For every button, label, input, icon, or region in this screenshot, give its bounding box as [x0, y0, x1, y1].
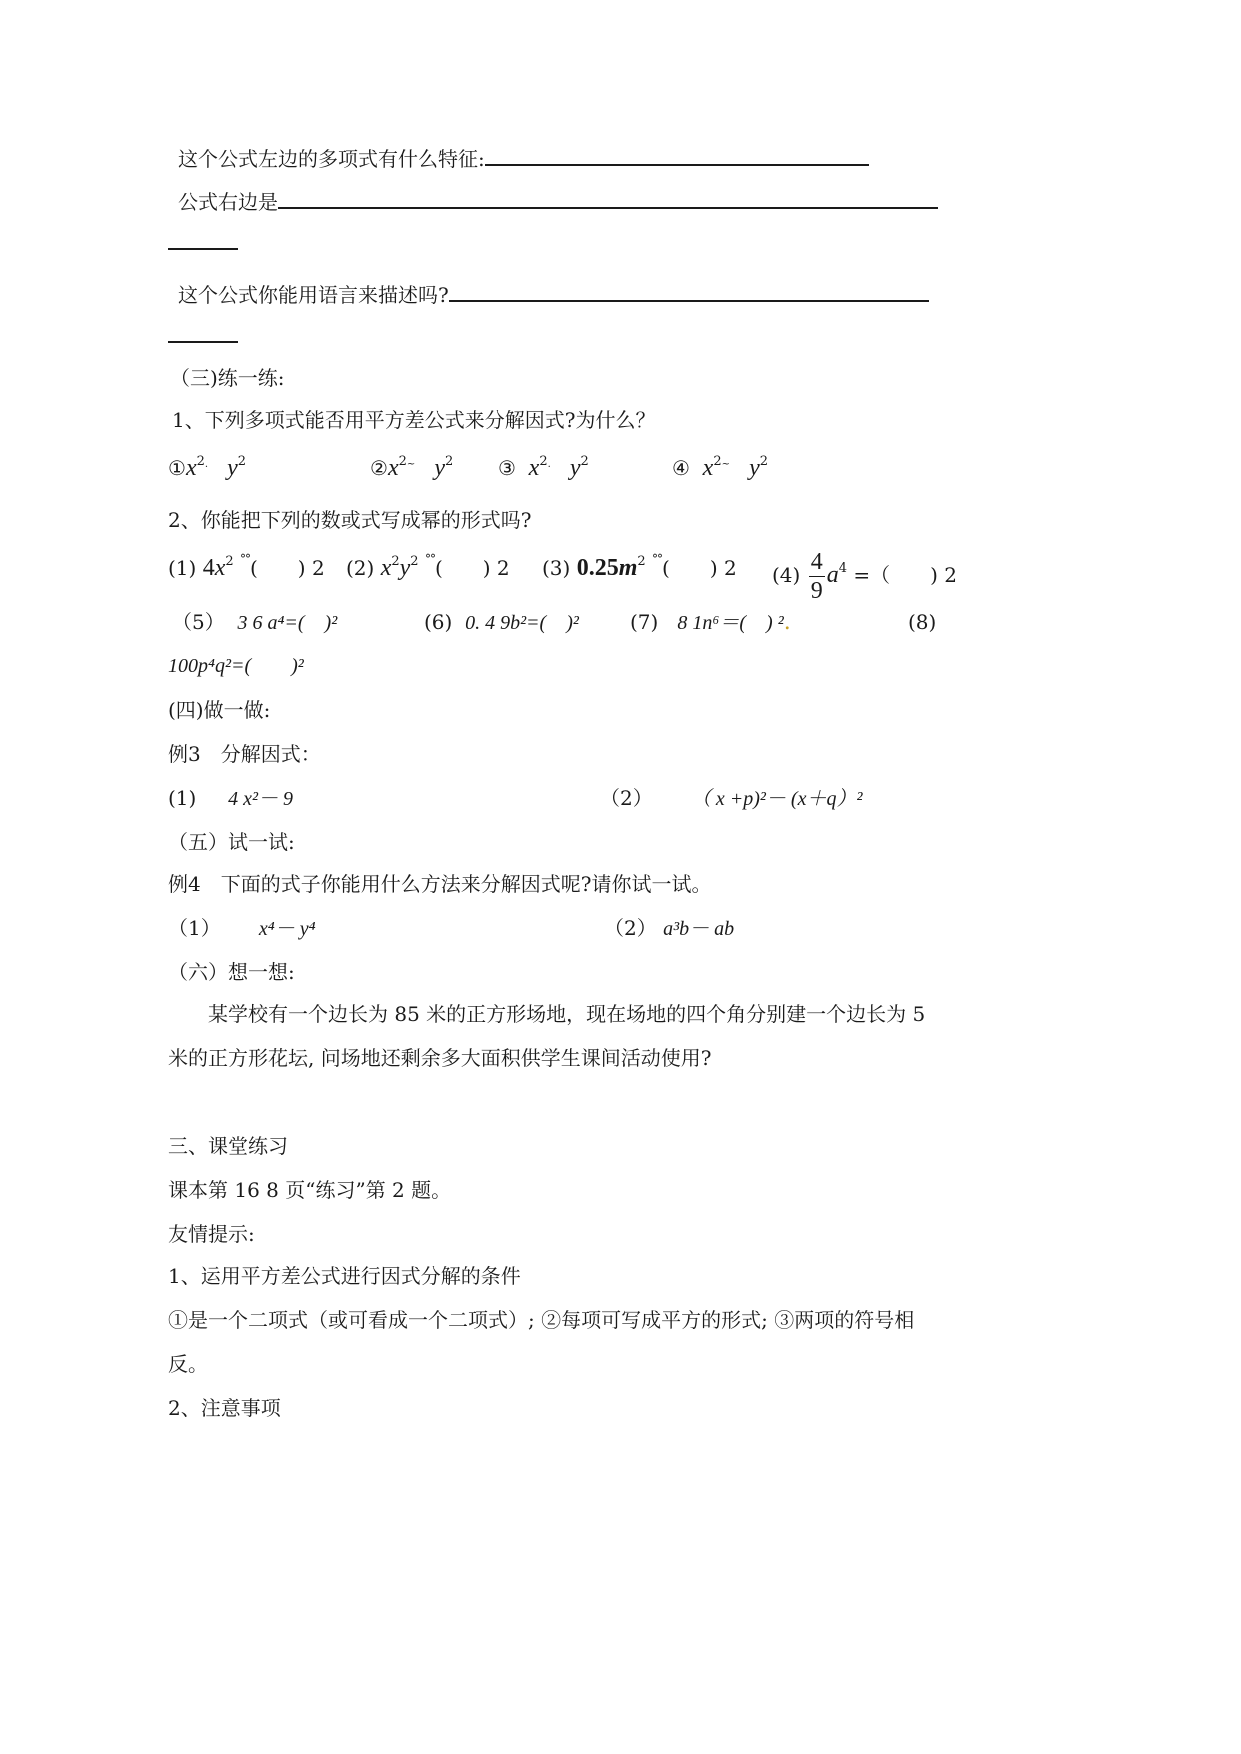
problem-text-line-2: 米的正方形花坛, 问场地还剩余多大面积供学生课间活动使用? — [168, 1046, 712, 1070]
power-item-4: (4) $\frac{4}{9}$ $a^4$ =（ ) 2 — [772, 549, 957, 604]
practice-condition-line-2: 反。 — [168, 1352, 208, 1376]
power-item-3: (3) $0.25m^2$ °°( ) 2 — [542, 552, 737, 581]
section-5-heading: （五）试一试: — [168, 830, 295, 854]
question-text: 公式右边是 — [178, 190, 278, 214]
power-item-5: （5） 3 6 a⁴=( )² — [172, 610, 338, 634]
answer-blank-continued — [168, 230, 238, 255]
option-4: ④ $x^{2\sim}$ $y^2$ — [672, 454, 768, 481]
power-item-6: (6) 0. 4 9b²=( )² — [424, 610, 579, 634]
practice-heading: 三、课堂练习 — [168, 1134, 288, 1158]
practice-notes: 2、注意事项 — [168, 1396, 281, 1420]
example-4-problem-1: （1） x⁴－ y⁴ — [168, 916, 316, 940]
practice-condition: 1、运用平方差公式进行因式分解的条件 — [168, 1264, 521, 1288]
power-item-7: (7) 8 1n⁶＝( ) ². — [630, 610, 791, 635]
exercise-item-1: 1、下列多项式能否用平方差公式来分解因式?为什么？ — [172, 408, 656, 432]
practice-tips: 友情提示: — [168, 1222, 255, 1246]
power-item-1: (1) $4x^2$ °°( ) 2 — [168, 552, 325, 581]
example-3-problem-2: （2） （ x +p)²－ (x＋q）² — [600, 786, 863, 810]
example-4: 例4 下面的式子你能用什么方法来分解因式呢?请你试一试。 — [168, 872, 712, 896]
question-right-side — [178, 189, 938, 214]
answer-blank — [278, 189, 938, 209]
section-4-heading: (四)做一做: — [168, 698, 271, 722]
answer-blank — [449, 282, 929, 302]
practice-condition-line-1: ①是一个二项式（或可看成一个二项式）; ②每项可写成平方的形式; ③两项的符号相 — [168, 1308, 915, 1332]
section-6-heading: （六）想一想: — [168, 960, 295, 984]
option-2: $②x^{2\sim}$ $y^2$ — [370, 454, 454, 481]
question-text: 这个公式你能用语言来描述吗? — [178, 283, 449, 307]
fraction: $\frac{4}{9}$ — [810, 549, 823, 604]
question-describe — [178, 282, 929, 307]
question-text: 这个公式左边的多项式有什么特征: — [178, 147, 485, 171]
example-3: 例3 分解因式： — [168, 742, 321, 766]
example-3-problem-1: (1) 4 x²－ 9 — [168, 786, 294, 810]
exercise-item-2: 2、你能把下列的数或式写成幂的形式吗? — [168, 508, 532, 532]
question-left-side — [178, 146, 869, 171]
answer-blank-continued — [168, 323, 238, 348]
power-item-8-label: (8) — [908, 610, 937, 634]
option-row — [168, 456, 246, 485]
power-item-2: (2) $x^2y^2$ °°( ) 2 — [346, 552, 510, 581]
power-item-8-expr: 100p⁴q²=( )² — [168, 655, 304, 677]
problem-text-line-1: 某学校有一个边长为 85 米的正方形场地，现在场地的四个角分别建一个边长为 5 — [208, 1002, 926, 1026]
section-3-heading: （三)练一练: — [170, 366, 285, 390]
example-4-problem-2: （2） a³b－ ab — [604, 916, 735, 940]
option-3: ③ $x^{2.}$ $y^2$ — [498, 454, 589, 481]
practice-textbook: 课本第 16 8 页“练习”第 2 题。 — [168, 1178, 452, 1202]
answer-blank — [485, 146, 869, 166]
option-1: $①x^{2.}$ $y^2$ — [168, 454, 247, 481]
